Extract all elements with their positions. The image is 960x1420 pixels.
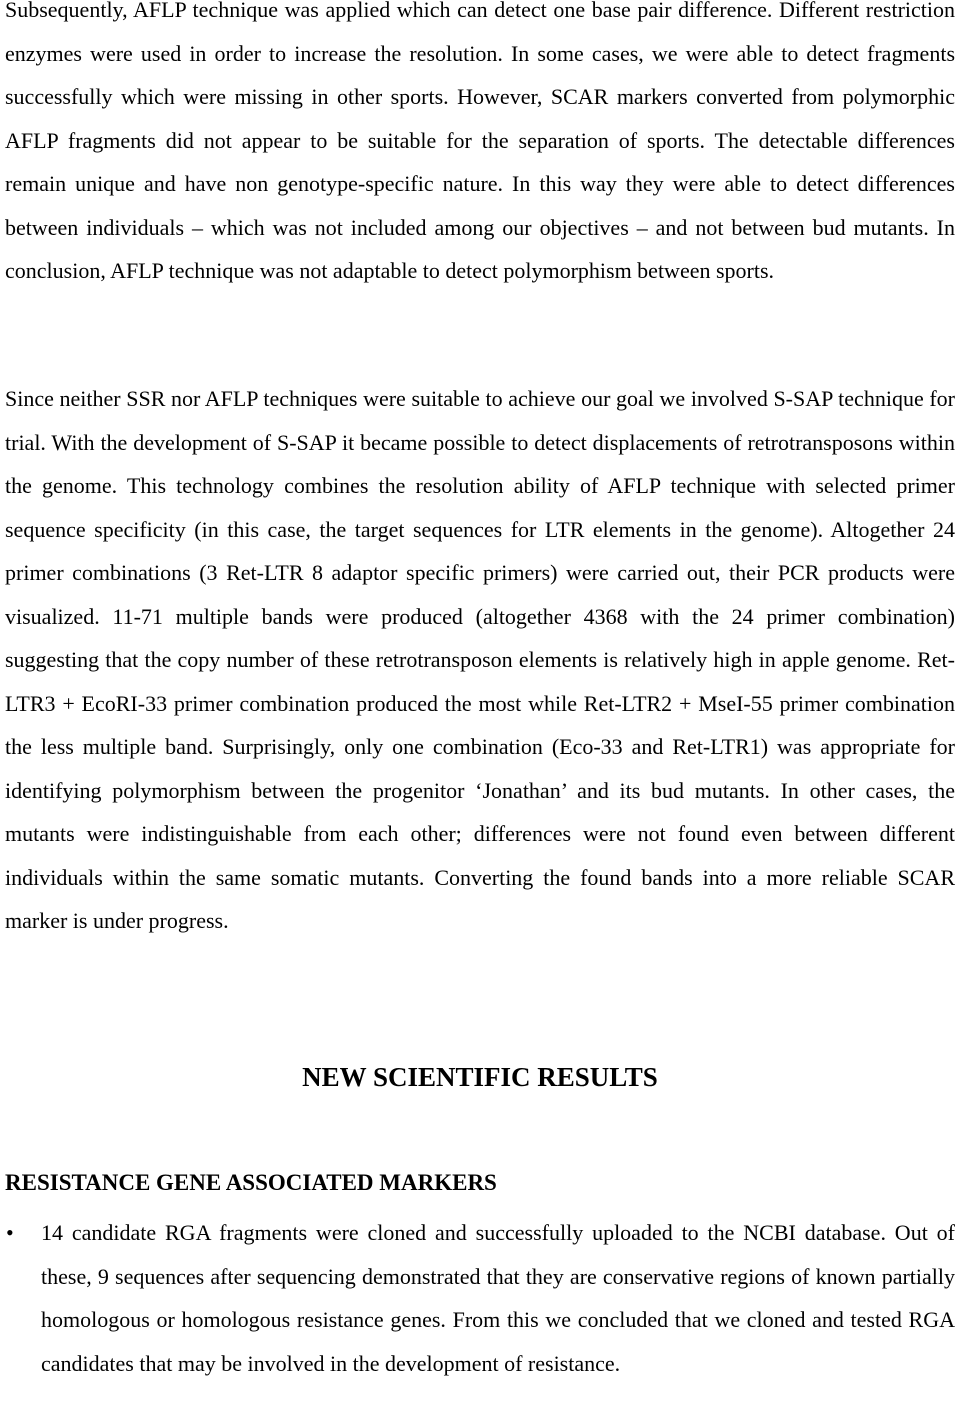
results-list — [0, 1211, 960, 1385]
list-item — [0, 1211, 955, 1385]
subsection-title: RESISTANCE GENE ASSOCIATED MARKERS — [5, 1170, 497, 1195]
section-title: NEW SCIENTIFIC RESULTS — [302, 1062, 658, 1092]
list-item-text: 14 candidate RGA fragments were cloned and successfully uploaded to the NCBI database. Out of these, 9 sequences after sequencing demonstrated that they are conservative regions of known partially homologous or homologous resistance genes. From this we concluded that we cloned and tested RGA candidates that may be involved in the development of resistance. — [41, 1220, 955, 1376]
body-paragraph-ssap: Since neither SSR nor AFLP techniques were suitable to achieve our goal we involved S-SAP technique for trial. With the development of S-SAP it became possible to detect displacements of retrotransposons within the genome. This technology combines the resolution ability of AFLP technique with selected primer sequence specificity (in this case, the target sequences for LTR elements in the genome). Altogether 24 primer combinations (3 Ret-LTR 8 adaptor specific primers) were carried out, their PCR products were visualized. 11-71 multiple bands were produced (altogether 4368 with the 24 primer combination) suggesting that the copy number of these retrotransposon elements is relatively high in apple genome. Ret-LTR3 + EcoRI-33 primer combination produced the most while Ret-LTR2 + MseI-55 primer combination the less multiple band. Surprisingly, only one combination (Eco-33 and Ret-LTR1) was appropriate for identifying polymorphism between the progenitor ‘Jonathan’ and its bud mutants. In other cases, the mutants were indistinguishable from each other; differences were not found even between different individuals within the same somatic mutants. Converting the found bands into a more reliable SCAR marker is under progress. — [5, 386, 955, 933]
body-paragraph-aflp: Subsequently, AFLP technique was applied which can detect one base pair difference. Different restriction enzymes were used in order to increase the resolution. In some cases, we were able to detect fragments successfully which were missing in other sports. However, SCAR markers converted from polymorphic AFLP fragments did not appear to be suitable for the separation of sports. The detectable differences remain unique and have non genotype-specific nature. In this way they were able to detect differences between individuals – which was not included among our objectives – and not between bud mutants. In conclusion, AFLP technique was not adaptable to detect polymorphism between sports. — [5, 0, 955, 283]
bullet-icon: • — [6, 1220, 14, 1245]
